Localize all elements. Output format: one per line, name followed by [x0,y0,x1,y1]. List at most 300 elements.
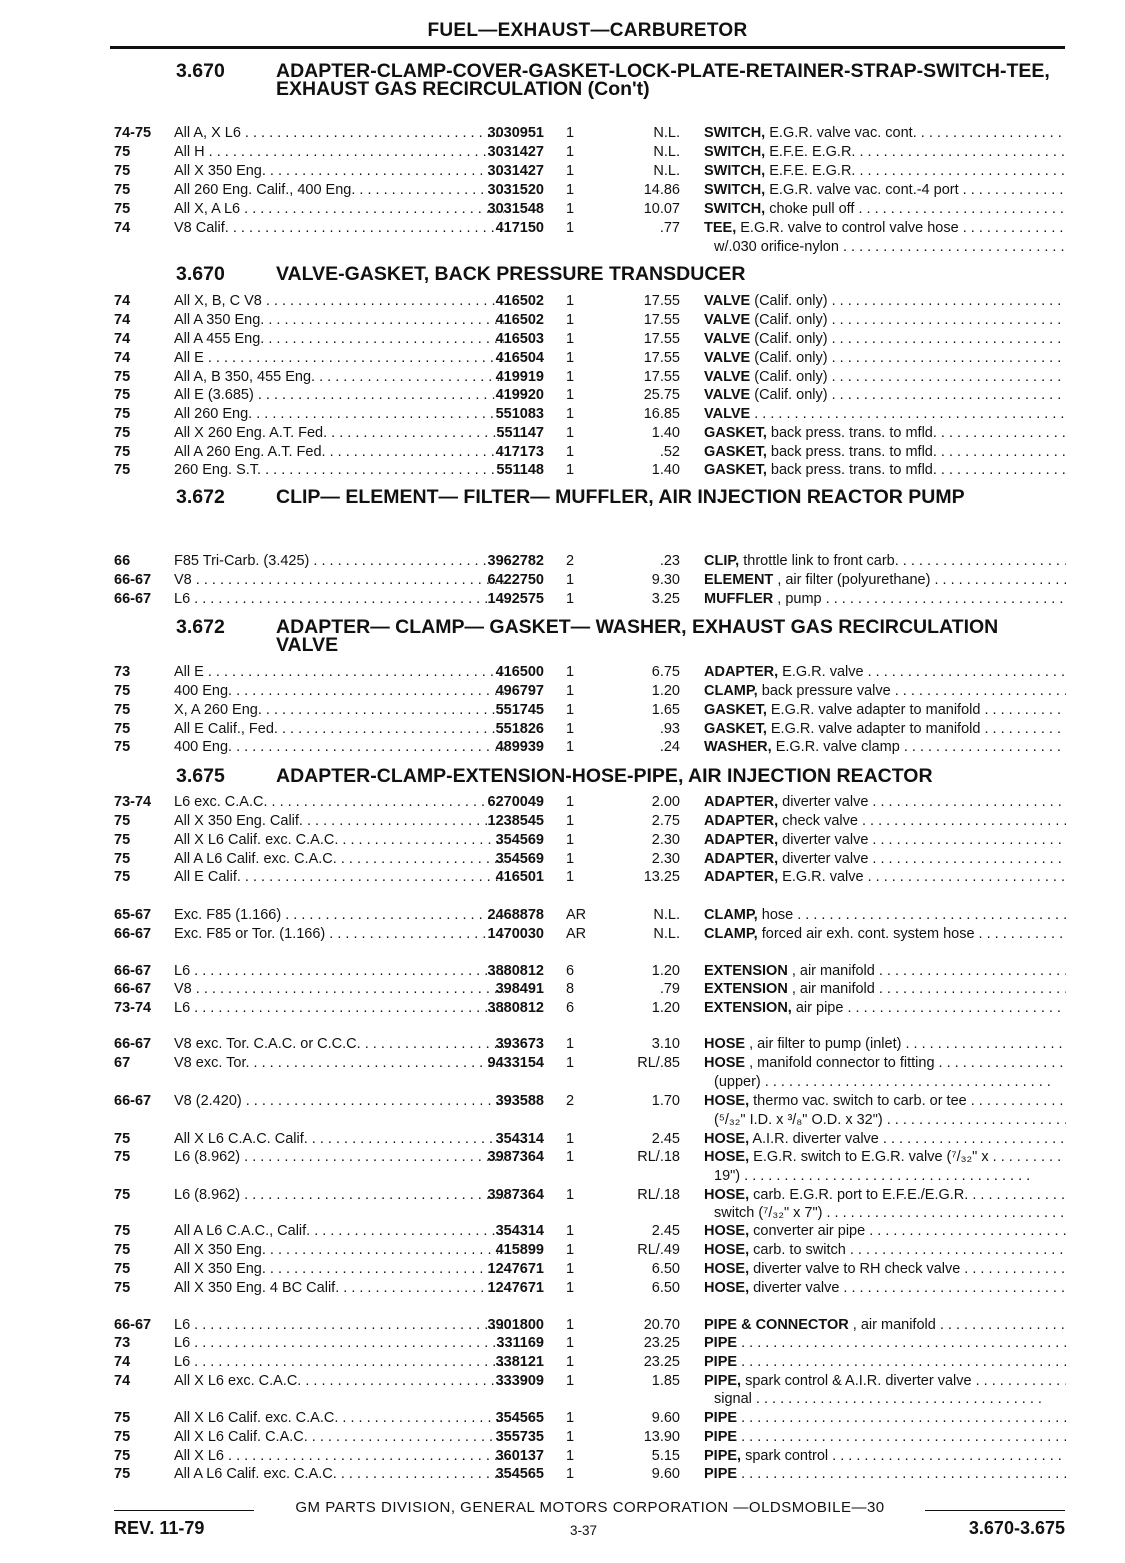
year-cell: 74 [114,331,131,347]
application-cell: All A, X L6 . . . [174,124,504,143]
part-number-cell: 416502 [495,312,544,328]
table-row [114,831,1066,850]
table-row [114,571,1066,590]
part-name: VALVE [704,369,751,385]
year-cell: 74 [114,293,131,309]
year-cell: 75 [114,1223,131,1239]
table-row [114,1222,1066,1241]
price-cell: 1.20 [651,963,680,979]
price-cell: 2.30 [651,851,680,867]
price-cell: .52 [659,444,680,460]
part-number-cell: 393588 [495,1093,544,1109]
part-detail: , manifold connector to fitting [749,1055,935,1071]
price-cell: 3.10 [651,1036,680,1052]
quantity-cell: 1 [566,1187,575,1203]
price-cell: 16.85 [643,406,680,422]
year-cell: 75 [114,444,131,460]
part-detail: (Calif. only) [754,350,828,366]
price-cell: RL/.49 [637,1242,680,1258]
year-cell: 73-74 [114,1000,152,1016]
year-cell: 75 [114,1429,131,1445]
part-number-cell: 3031427 [487,144,544,160]
part-detail: E.G.R. switch to E.G.R. valve (⁷/₃₂" x [753,1149,989,1165]
table-row [114,443,1066,462]
description-cell [704,831,1066,850]
description-cell [704,386,1066,405]
part-name: VALVE [704,406,751,422]
description-cell [704,1353,1066,1372]
table-row [114,124,1066,143]
section-number: 3.672 [176,616,225,638]
part-number-cell: 354569 [495,832,544,848]
application-cell: All X L6 Calif. exc. C.A.C. . . . [174,1409,504,1428]
year-cell: 75 [114,1280,131,1296]
application-cell: All E (3.685) . . . [174,386,504,405]
part-detail: E.G.R. valve [782,869,864,885]
table-row [114,349,1066,368]
part-name: SWITCH, [704,201,766,217]
description-cell [704,1447,1066,1466]
quantity-cell: 1 [566,444,575,460]
price-cell: .23 [659,553,680,569]
description-cell [704,962,1066,981]
quantity-cell: 1 [566,293,575,309]
part-name: VALVE [704,387,751,403]
part-detail: , air manifold [791,981,875,997]
price-cell: 2.45 [651,1223,680,1239]
part-number-cell: 3901800 [487,1317,544,1333]
description-cell [704,311,1066,330]
description-cell [704,980,1066,999]
part-name: GASKET, [704,721,767,737]
part-name: GASKET, [704,462,767,478]
part-number-cell: 415899 [495,1242,544,1258]
part-number-cell: 416501 [495,869,544,885]
price-cell: 23.25 [643,1354,680,1370]
quantity-cell: 1 [566,331,575,347]
part-detail: hose [761,907,794,923]
part-detail: E.G.R. valve vac. cont. [769,125,917,141]
part-number-cell: 333909 [495,1373,544,1389]
table-row [114,663,1066,682]
description-cell [704,1130,1066,1149]
year-cell: 75 [114,387,131,403]
footer-revision: REV. 11-79 [114,1518,205,1538]
part-detail: converter air pipe [753,1223,866,1239]
description-cell [704,1241,1066,1260]
part-name: ADAPTER, [704,869,779,885]
table-row [114,925,1066,944]
description-cell [704,925,1066,944]
price-cell: 2.45 [651,1131,680,1147]
application-cell: L6 . . . [174,590,504,609]
price-cell: 3.25 [651,591,680,607]
part-number-cell: 338121 [495,1354,544,1370]
description-continuation: signal . . . [714,1390,1066,1409]
year-cell: 74 [114,312,131,328]
footer-rule-left [114,1510,254,1511]
table-row [114,461,1066,480]
part-name: CLAMP, [704,926,758,942]
quantity-cell: 6 [566,963,575,979]
year-cell: 75 [114,462,131,478]
year-cell: 66-67 [114,572,152,588]
quantity-cell: AR [566,907,587,923]
application-cell: All E Calif., Fed. . . . [174,720,504,739]
application-cell: All X 260 Eng. A.T. Fed. . . . [174,424,504,443]
part-detail: back press. trans. to mfld. [770,425,937,441]
part-name: TEE, [704,220,737,236]
footer-rule-right [925,1510,1065,1511]
part-name: EXTENSION [704,981,788,997]
application-cell: All X L6 Calif. exc. C.A.C. . . . [174,831,504,850]
description-cell [704,812,1066,831]
part-detail: back press. trans. to mfld. [770,444,937,460]
part-name: PIPE [704,1354,738,1370]
application-cell: All A 455 Eng. . . . [174,330,504,349]
table-row [114,1148,1066,1167]
year-cell: 66-67 [114,1317,152,1333]
part-detail: (Calif. only) [754,387,828,403]
quantity-cell: 1 [566,1280,575,1296]
part-name: HOSE [704,1055,746,1071]
description-cell [704,124,1066,143]
year-cell: 75 [114,163,131,179]
application-cell: All E . . . [174,663,504,682]
part-detail: air pipe [795,1000,844,1016]
part-detail: (Calif. only) [754,293,828,309]
year-cell: 66-67 [114,591,152,607]
table-row [114,1353,1066,1372]
part-detail: diverter valve [753,1280,840,1296]
quantity-cell: 1 [566,832,575,848]
part-name: PIPE, [704,1373,742,1389]
section-title: ADAPTER— CLAMP— GASKET— WASHER, EXHAUST GAS RECIRCULATION VALVE [276,616,999,656]
application-cell: L6 . . . [174,1334,504,1353]
description-cell [704,1222,1066,1241]
quantity-cell: 1 [566,1448,575,1464]
application-cell: All X, A L6 . . . [174,200,504,219]
part-detail: thermo vac. switch to carb. or tee [753,1093,967,1109]
price-cell: 1.70 [651,1093,680,1109]
footer-section-range: 3.670-3.675 [968,1518,1065,1538]
part-name: EXTENSION, [704,1000,792,1016]
year-cell: 66-67 [114,1093,152,1109]
part-number-cell: 2468878 [487,907,544,923]
part-number-cell: 6422750 [487,572,544,588]
description-cell [704,793,1066,812]
application-cell: All E Calif. . . . [174,868,504,887]
table-row [114,424,1066,443]
quantity-cell: 1 [566,1373,575,1389]
part-number-cell: 6270049 [487,794,544,810]
part-detail: diverter valve [782,794,869,810]
table-row [114,850,1066,869]
quantity-cell: 1 [566,1317,575,1333]
table-row [114,590,1066,609]
price-cell: 13.90 [643,1429,680,1445]
section-number: 3.672 [176,486,225,508]
part-number-cell: 416504 [495,350,544,366]
price-cell: .24 [659,739,680,755]
description-cell [704,1186,1066,1205]
year-cell: 73 [114,1335,131,1351]
price-cell: N.L. [653,926,680,942]
year-cell: 75 [114,406,131,422]
part-detail: E.G.R. valve clamp [775,739,900,755]
price-cell: 9.60 [651,1410,680,1426]
quantity-cell: 1 [566,125,575,141]
part-name: VALVE [704,312,751,328]
description-cell [704,368,1066,387]
table-row [114,1241,1066,1260]
application-cell: All H . . . [174,143,504,162]
description-continuation: (upper) . . . [714,1073,1066,1092]
section-number: 3.670 [176,263,225,285]
description-cell [704,738,1066,757]
price-cell: 1.20 [651,683,680,699]
description-cell [704,1428,1066,1447]
year-cell: 65-67 [114,907,152,923]
part-name: VALVE [704,350,751,366]
table-row [114,330,1066,349]
year-cell: 66 [114,553,131,569]
part-name: HOSE, [704,1280,750,1296]
part-number-cell: 398491 [495,981,544,997]
table-row [114,812,1066,831]
description-cell [704,1092,1066,1111]
part-detail: A.I.R. diverter valve [752,1131,879,1147]
part-detail: , air manifold [852,1317,936,1333]
part-name: MUFFLER [704,591,774,607]
part-detail: forced air exh. cont. system hose [761,926,975,942]
part-name: GASKET, [704,702,767,718]
part-name: ADAPTER, [704,813,779,829]
part-detail: E.G.R. valve adapter to manifold [770,721,981,737]
price-cell: .77 [659,220,680,236]
part-detail: spark control & A.I.R. diverter valve [745,1373,972,1389]
quantity-cell: 1 [566,683,575,699]
application-cell: V8 Calif. . . . [174,219,504,238]
year-cell: 66-67 [114,981,152,997]
year-cell: 66-67 [114,963,152,979]
application-cell: V8 . . . [174,980,504,999]
part-number-cell: 1247671 [487,1261,544,1277]
quantity-cell: 1 [566,664,575,680]
part-number-cell: 416503 [495,331,544,347]
description-cell [704,461,1066,480]
table-row [114,793,1066,812]
description-cell [704,443,1066,462]
description-continuation: switch (⁷/₃₂" x 7") . . . [714,1204,1066,1223]
application-cell: All X L6 exc. C.A.C. . . . [174,1372,504,1391]
quantity-cell: 1 [566,201,575,217]
description-cell [704,1148,1066,1167]
table-row [114,1316,1066,1335]
part-number-cell: 3962782 [487,553,544,569]
application-cell: All A L6 Calif. exc. C.A.C. . . . [174,1465,504,1484]
price-cell: 6.50 [651,1280,680,1296]
price-cell: 2.00 [651,794,680,810]
price-cell: 1.20 [651,1000,680,1016]
application-cell: L6 (8.962) . . . [174,1186,504,1205]
table-row [114,1130,1066,1149]
year-cell: 75 [114,1466,131,1482]
price-cell: 23.25 [643,1335,680,1351]
quantity-cell: 1 [566,1354,575,1370]
table-row [114,311,1066,330]
part-number-cell: 3987364 [487,1187,544,1203]
description-continuation: w/.030 orifice-nylon . . . [714,238,1066,257]
quantity-cell: 1 [566,1429,575,1445]
description-cell [704,349,1066,368]
part-name: WASHER, [704,739,772,755]
part-name: HOSE [704,1036,746,1052]
year-cell: 75 [114,851,131,867]
application-cell: All X L6 Calif. C.A.C. . . . [174,1428,504,1447]
quantity-cell: AR [566,926,587,942]
table-row [114,962,1066,981]
application-cell: All X, B, C V8 . . . [174,292,504,311]
part-name: SWITCH, [704,182,766,198]
price-cell: N.L. [653,907,680,923]
part-name: CLAMP, [704,683,758,699]
quantity-cell: 1 [566,220,575,236]
part-detail: E.F.E. E.G.R. [769,163,856,179]
quantity-cell: 1 [566,406,575,422]
description-cell [704,720,1066,739]
part-number-cell: 551083 [495,406,544,422]
application-cell: All A 260 Eng. A.T. Fed. . . . [174,443,504,462]
part-name: HOSE, [704,1093,750,1109]
application-cell: Exc. F85 (1.166) . . . [174,906,504,925]
description-cell [704,1260,1066,1279]
year-cell: 75 [114,182,131,198]
part-name: ADAPTER, [704,794,779,810]
part-detail: , air filter to pump (inlet) [749,1036,902,1052]
year-cell: 74 [114,1354,131,1370]
part-detail: diverter valve [782,832,869,848]
application-cell: All X 350 Eng. 4 BC Calif. . . . [174,1279,504,1298]
part-number-cell: 3987364 [487,1149,544,1165]
table-row [114,906,1066,925]
section-number: 3.675 [176,765,225,787]
quantity-cell: 1 [566,794,575,810]
year-cell: 75 [114,1149,131,1165]
part-detail: (Calif. only) [754,331,828,347]
quantity-cell: 1 [566,1036,575,1052]
part-name: ELEMENT [704,572,774,588]
part-name: HOSE, [704,1242,750,1258]
table-row [114,1279,1066,1298]
price-cell: .79 [659,981,680,997]
price-cell: 1.40 [651,462,680,478]
part-name: CLAMP, [704,907,758,923]
year-cell: 74 [114,1373,131,1389]
quantity-cell: 1 [566,869,575,885]
part-number-cell: 9433154 [487,1055,544,1071]
part-number-cell: 496797 [495,683,544,699]
page-header-title: FUEL—EXHAUST—CARBURETOR [427,20,748,41]
quantity-cell: 2 [566,1093,575,1109]
table-row [114,720,1066,739]
part-name: PIPE [704,1335,738,1351]
description-cell [704,868,1066,887]
quantity-cell: 1 [566,702,575,718]
part-name: VALVE [704,331,751,347]
part-name: HOSE, [704,1149,750,1165]
quantity-cell: 1 [566,462,575,478]
quantity-cell: 1 [566,369,575,385]
footer-page-number: 3-37 [570,1523,598,1538]
part-number-cell: 354569 [495,851,544,867]
application-cell: V8 (2.420) . . . [174,1092,504,1111]
part-name: HOSE, [704,1131,750,1147]
year-cell: 74 [114,220,131,236]
part-name: ADAPTER, [704,851,779,867]
table-row [114,999,1066,1018]
price-cell: 13.25 [643,869,680,885]
part-number-cell: 419920 [495,387,544,403]
part-name: EXTENSION [704,963,788,979]
price-cell: N.L. [653,144,680,160]
application-cell: All 260 Eng. Calif., 400 Eng. . . . [174,181,504,200]
table-row [114,738,1066,757]
description-cell [704,571,1066,590]
description-cell [704,1279,1066,1298]
part-detail: E.G.R. valve vac. cont.-4 port [769,182,959,198]
table-row [114,1465,1066,1484]
price-cell: 2.75 [651,813,680,829]
price-cell: 9.60 [651,1466,680,1482]
table-row [114,200,1066,219]
description-cell [704,1035,1066,1054]
part-number-cell: 331169 [496,1335,544,1351]
part-number-cell: 551148 [496,462,544,478]
year-cell: 67 [114,1055,131,1071]
year-cell: 75 [114,813,131,829]
year-cell: 75 [114,369,131,385]
application-cell: L6 . . . [174,962,504,981]
description-cell [704,330,1066,349]
description-cell [704,906,1066,925]
part-detail: check valve [782,813,858,829]
part-number-cell: 3031548 [487,201,544,217]
section-title: ADAPTER-CLAMP-COVER-GASKET-LOCK-PLATE-RETAINER-STRAP-SWITCH-TEE, EXHAUST GAS RECIRCULATION (Con't) [276,60,1050,100]
table-row [114,405,1066,424]
application-cell: L6 . . . [174,1316,504,1335]
table-row [114,143,1066,162]
description-cell [704,424,1066,443]
price-cell: 14.86 [643,182,680,198]
price-cell: RL/.18 [637,1149,680,1165]
part-number-cell: 360137 [495,1448,544,1464]
year-cell: 75 [114,1242,131,1258]
application-cell: V8 exc. Tor. . . . [174,1054,504,1073]
price-cell: 17.55 [643,312,680,328]
description-cell [704,292,1066,311]
price-cell: 1.65 [651,702,680,718]
footer-corporation: GM PARTS DIVISION, GENERAL MOTORS CORPORATION —OLDSMOBILE—30 [295,1499,885,1516]
description-cell [704,850,1066,869]
part-detail: E.G.R. valve [782,664,864,680]
table-row [114,682,1066,701]
application-cell: All X 350 Eng. . . . [174,1241,504,1260]
price-cell: 10.07 [643,201,680,217]
quantity-cell: 1 [566,813,575,829]
section-title: ADAPTER-CLAMP-EXTENSION-HOSE-PIPE, AIR INJECTION REACTOR [276,765,933,787]
description-cell [704,999,1066,1018]
